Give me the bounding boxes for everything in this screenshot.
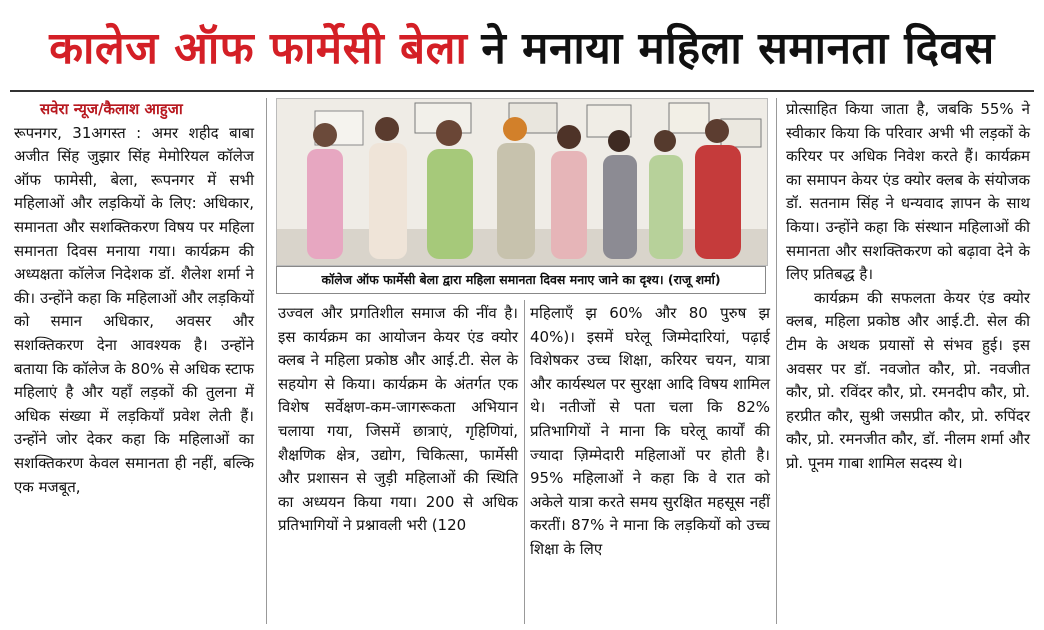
headline: [10, 6, 1034, 86]
article-column-1: [14, 98, 254, 499]
column-divider: [266, 98, 267, 624]
article-column-2: [278, 302, 518, 538]
column-2-text: उज्वल और प्रगतिशील समाज की नींव है। इस कार्यक्रम का आयोजन केयर एंड क्योर क्लब ने महिला प्रकोष्ठ और आई.टी. सेल के सहयोग से किया। कार्यक्रम के अंतर्गत एक विशेष सर्वेक्षण-कम-जागरूकता अभियान चलाया गया, जिसमें छात्राएं, गृहिणियां, शैक्षणिक क्षेत्र, उद्योग, चिकित्सा, फार्मेसी और प्रशासन से जुड़ी महिलाओं की स्थिति का अध्ययन किया गया। 200 से अधिक प्रतिभागियों ने प्रश्नावली भरी (120: [278, 304, 518, 535]
headline-black-part: ने मनाया महिला समानता दिवस: [481, 23, 995, 74]
column-4-text-part2: कार्यक्रम की सफलता केयर एंड क्योर क्लब, महिला प्रकोष्ठ और आई.टी. सेल की टीम के अथक प्रयासों से संभव हुई। इस अवसर पर डॉ. नवजोत कौर, प्रो. नवजीत कौर, प्रो. रविंदर कौर, प्रो. रमनदीप कौर, प्रो. हरप्रीत कौर, सुश्री जसप्रीत कौर, प्रो. रुपिंदर कौर, प्रो. रमनजीत कौर, डॉ. नीलम शर्मा और प्रो. पूनम गाबा शामिल सदस्य थे।: [786, 288, 1030, 472]
group-photo-illustration: [277, 99, 767, 265]
column-divider: [776, 98, 777, 624]
article-column-4: [786, 98, 1030, 476]
photo-caption: कॉलेज ऑफ फार्मेसी बेला द्वारा महिला समानता दिवस मनाए जाने का दृश्य। (राजू शर्मा): [276, 266, 766, 294]
byline: सवेरा न्यूज/कैलाश आहुजा: [40, 100, 183, 118]
column-1-text: रूपनगर, 31अगस्त : अमर शहीद बाबा अजीत सिंह जुझार सिंह मेमोरियल कॉलेज ऑफ फामेसी, बेला, रूपनगर में सभी महिलाओं और लड़कियों के लिए: अधिकार, समानता और सशक्तिकरण विषय पर महिला समानता दिवस मनाया गया। कार्यक्रम की अध्यक्षता कॉलेज निदेशक डॉ. शैलेश शर्मा ने की। उन्होंने कहा कि महिलाओं और लड़कियों को समान अधिकार, अवसर और सशक्तिकरण देना आवश्यक है। उन्होंने बताया कि कॉलेज के 80% से अधिक स्टाफ महिलाएं है और यहाँ लड़कों की तुलना में अधिक संख्या में लड़कियाँ प्रवेश लेती हैं। उन्होंने जोर देकर कहा कि महिलाओं का सशक्तिकरण केवल समानता ही नहीं, बल्कि एक मजबूत,: [14, 123, 254, 496]
column-4-text-part1: प्रोत्साहित किया जाता है, जबकि 55% ने स्वीकार किया कि परिवार अभी भी लड़कों के करियर पर अधिक निवेश करते हैं। कार्यक्रम का समापन केयर एंड क्योर क्लब के संयोजक डॉ. सतनाम सिंह ने धन्यवाद ज्ञापन के साथ किया। उन्होंने कहा कि संस्थान महिलाओं की समानता और सशक्तिकरण को बढ़ावा देने के लिए प्रतिबद्ध है।: [786, 100, 1030, 284]
news-photo: [276, 98, 768, 266]
headline-red-part: कालेज ऑफ फार्मेसी बेला: [49, 23, 468, 74]
column-divider: [524, 300, 525, 624]
article-column-3: [530, 302, 770, 562]
column-3-text: महिलाएँ झ 60% और 80 पुरुष झ 40%)। इसमें घरेलू जिम्मेदारियां, पढ़ाई विशेषकर उच्च शिक्षा, करियर चयन, यात्रा और कार्यस्थल पर सुरक्षा आदि विषय शामिल थे। नतीजों से पता चला कि 82% प्रतिभागियों ने माना कि घरेलू कार्यों की ज्यादा ज़िम्मेदारी महिलाओं पर होती है। 95% महिलाओं ने कहा कि वे रात को अकेले यात्रा करते समय सुरक्षित महसूस नहीं करतीं। 87% ने माना कि लड़कियों को उच्च शिक्षा के लिए: [530, 304, 770, 558]
headline-rule: [10, 90, 1034, 92]
